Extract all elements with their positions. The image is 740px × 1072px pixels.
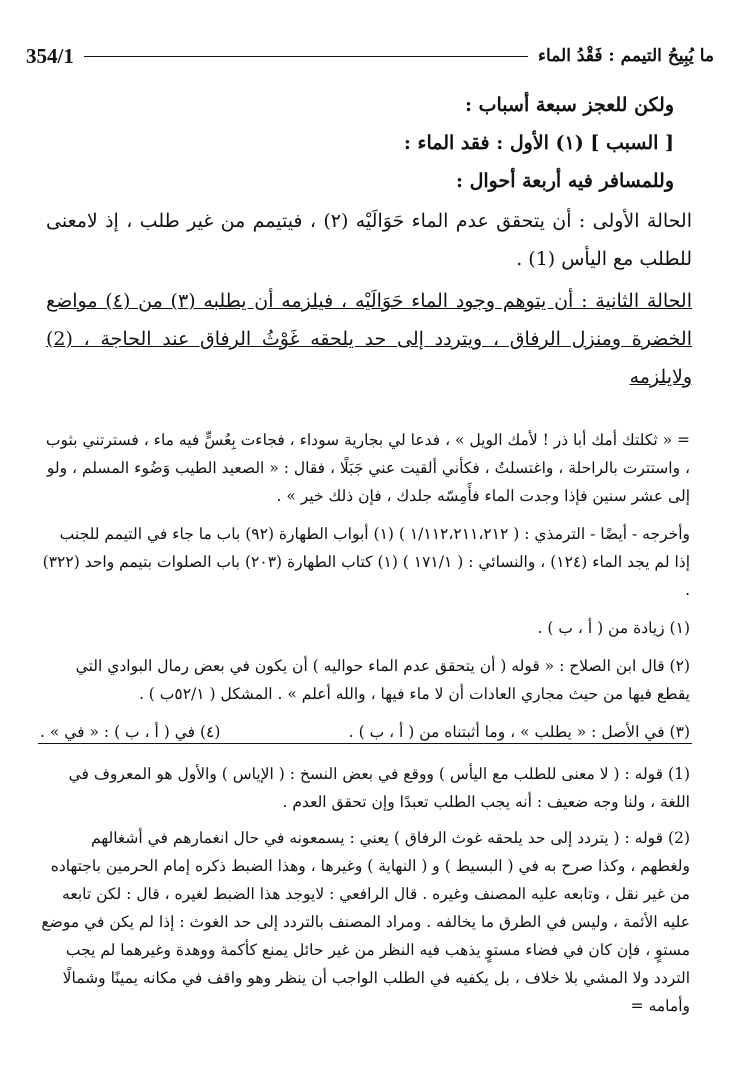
footnote-row-3-4 — [40, 718, 690, 746]
footnote-separator — [38, 743, 692, 744]
commentary-note-1: (1) قوله : ( لا معنى للطلب مع اليأس ) ووقع في بعض النسخ : ( الإياس ) والأول هو المعروف في اللغة ، ولنا وجه ضعيف : أنه يجب الطلب تعبدًا وإن تحقق العدم . — [68, 765, 690, 811]
running-title: ما يُبِيحُ التيمم : فَقْدُ الماء — [538, 46, 714, 66]
text-line-2: [ السبب ] (١) الأول : فقد الماء : — [403, 132, 674, 154]
page-header — [26, 40, 714, 72]
page-number: 354/1 — [26, 43, 74, 68]
footnote-3: (٣) في الأصل : « يطلب » ، وما أثبتناه من ( أ ، ب ) . — [348, 723, 690, 741]
paragraph-state-1: الحالة الأولى : أن يتحقق عدم الماء حَوَالَيْه (٢) ، فيتيمم من غير طلب ، إذ لامعنى للطلب مع اليأس (1) . — [46, 210, 692, 270]
footnotes-commentary — [40, 760, 690, 1020]
footnote-4: (٤) في ( أ ، ب ) : « في » . — [40, 723, 221, 741]
commentary-note-2: (2) قوله : ( يتردد إلى حد يلحقه غوث الرفاق ) يعني : يسمعونه في حال انغمارهم في أشغالهم ولغطهم ، وكذا صرح به في ( البسيط ) و ( النهاية ) وغيرها ، وهذا الضبط ذكره إمام الحرمين باجتهاده من غير نقل ، وتابعه عليه المصنف وغيره . قال الرافعي : لايوجد هذا الضبط لغيره ، قال : لكن تابعه عليه الأئمة ، وليس في الطرق ما يخالفه . ومراد المصنف بالتردد إلى حد الغوث : إذا لم يكن في موضع مستوٍ ، فإن كان في فضاء مستوٍ يذهب فيه النظر من غير حائل يمنع كأكمة ووهدة وغيرهما لم يجب التردد ولا المشي بلا خلاف ، بل يكفيه في الطلب الواجب أن ينظر وهو واقف في مكانه يمينًا وشمالًا وأمامه = — [41, 829, 690, 1015]
footnote-1: (١) زيادة من ( أ ، ب ) . — [537, 619, 690, 637]
header-rule — [84, 56, 528, 57]
footnote-continuation: = « ثكلتك أمك أبا ذر ! لأمك الويل » ، فدعا لي بجارية سوداء ، فجاءت بِعُسٍّ فيه ماء ، فسترتني بثوب ، واستترت بالراحلة ، واغتسلتُ ، فكأني ألقيت عني جَبَلًا ، فقال : « الصعيد الطيب وَضُوء المسلم ، ولو إلى عشر سنين فإذا وجدت الماء فأَمِسّه جلدك ، فإن ذلك خير » . — [45, 431, 690, 505]
text-line-1: ولكن للعجز سبعة أسباب : — [465, 94, 674, 116]
footnote-2: (٢) قال ابن الصلاح : « قوله ( أن يتحقق عدم الماء حواليه ) أن يكون في بعض رمال البوادي التي يقطع فيها من حيث مجاري العادات أن لا ماء فيها ، والله أعلم » . المشكل ( ٥٢/١ب ) . — [75, 657, 690, 703]
main-text — [46, 86, 692, 388]
footnotes-edition — [40, 426, 690, 746]
text-line-3: وللمسافر فيه أربعة أحوال : — [455, 170, 674, 192]
footnote-takhrij: وأخرجه - أيضًا - الترمذي : ( ١/١١٢،٢١١،٢١٢ ) (١) أبواب الطهارة (٩٢) باب ما جاء في التيمم للجنب إذا لم يجد الماء (١٢٤) ، والنسائي : ( ١٧١/١ ) (١) كتاب الطهارة (٢٠٣) باب الصلوات بتيمم واحد (٣٢٢) . — [42, 525, 690, 599]
paragraph-state-2: الحالة الثانية : أن يتوهم وجود الماء حَوَالَيْه ، فيلزمه أن يطلبه (٣) من (٤) مواضع الخضرة ومنزل الرفاق ، ويتردد إلى حد يلحقه غَوْثُ الرفاق عند الحاجة ، (2) ولايلزمه — [46, 290, 692, 388]
